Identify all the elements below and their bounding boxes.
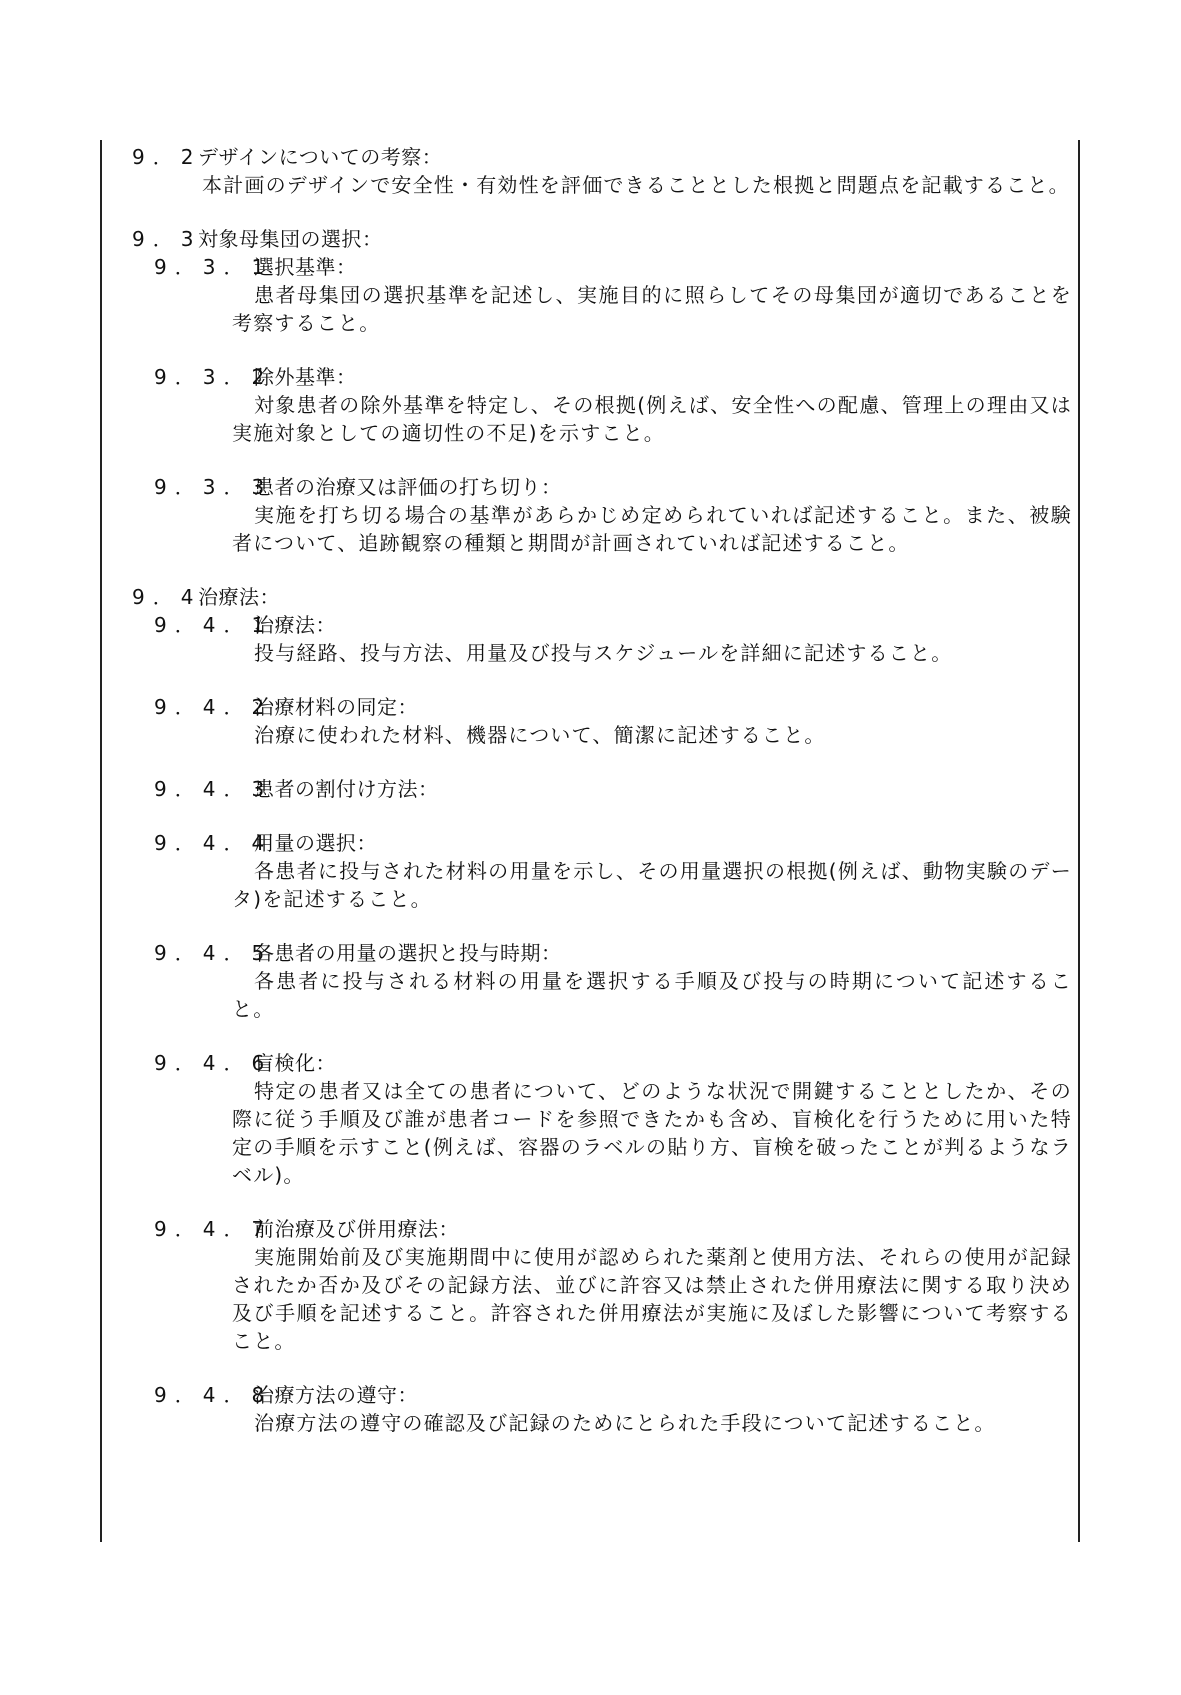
subsection-body: 投与経路、投与方法、用量及び投与スケジュールを詳細に記述すること。 [254, 641, 953, 665]
subsection-heading [154, 693, 1072, 721]
subsection-9-4-7 [132, 1215, 1072, 1355]
subsection-body: 治療に使われた材料、機器について、簡潔に記述すること。 [254, 723, 826, 747]
section-9-3 [132, 225, 1072, 557]
subsection-number: 9．4．4 [154, 831, 273, 855]
subsection-body: 実施開始前及び実施期間中に使用が認められた薬剤と使用方法、それらの使用が記録されたか否か及びその記録方法、並びに許容又は禁止された併用療法に関する取り決め及び手順を記述すること。許容された併用療法が実施に及ぼした影響について考察すること。 [232, 1245, 1072, 1353]
subsection-title: 患者の割付け方法： [254, 777, 439, 801]
subsection-number: 9．4．6 [154, 1051, 273, 1075]
subsection-title: 各患者の用量の選択と投与時期： [254, 941, 562, 965]
section-number: 9．4 [132, 585, 202, 609]
subsection-heading [154, 1215, 1072, 1243]
subsection-title: 患者の治療又は評価の打ち切り： [254, 475, 562, 499]
subsection-heading [154, 363, 1072, 391]
subsection-title: 用量の選択： [254, 831, 377, 855]
subsection-heading [154, 1381, 1072, 1409]
document-content [132, 143, 1072, 1437]
subsection-9-4-3 [132, 775, 1072, 803]
subsection-heading [154, 775, 1072, 803]
subsection-body: 実施を打ち切る場合の基準があらかじめ定められていれば記述すること。また、被験者について、追跡観察の種類と期間が計画されていれば記述すること。 [232, 503, 1072, 555]
subsection-9-3-3 [132, 473, 1072, 557]
section-heading [132, 225, 1072, 253]
subsection-title: 盲検化： [254, 1051, 336, 1075]
subsection-number: 9．3．2 [154, 365, 273, 389]
subsection-number: 9．4．1 [154, 613, 273, 637]
subsection-number: 9．4．7 [154, 1217, 273, 1241]
subsection-body: 各患者に投与された材料の用量を示し、その用量選択の根拠(例えば、動物実験のデータ)を記述すること。 [232, 859, 1072, 911]
frame-right-border [1078, 140, 1080, 1542]
subsection-heading [154, 1049, 1072, 1077]
subsection-body: 治療方法の遵守の確認及び記録のためにとられた手段について記述すること。 [254, 1411, 996, 1435]
subsection-heading [154, 611, 1072, 639]
subsection-9-4-5 [132, 939, 1072, 1023]
subsection-body: 特定の患者又は全ての患者について、どのような状況で開鍵することとしたか、その際に従う手順及び誰が患者コードを参照できたかも含め、盲検化を行うために用いた特定の手順を示すこと(例えば、容器のラベルの貼り方、盲検を破ったことが判るようなラベル)。 [232, 1079, 1072, 1187]
subsection-9-3-1 [132, 253, 1072, 337]
subsection-body: 対象患者の除外基準を特定し、その根拠(例えば、安全性への配慮、管理上の理由又は実施対象としての適切性の不足)を示すこと。 [232, 393, 1072, 445]
section-number: 9．2 [132, 145, 202, 169]
subsection-title: 治療材料の同定： [254, 695, 418, 719]
section-number: 9．3 [132, 227, 202, 251]
subsection-9-4-4 [132, 829, 1072, 913]
subsection-9-4-8 [132, 1381, 1072, 1437]
subsection-9-3-2 [132, 363, 1072, 447]
section-heading [132, 143, 1072, 171]
subsection-number: 9．4．3 [154, 777, 273, 801]
subsection-number: 9．4．2 [154, 695, 273, 719]
subsection-9-4-6 [132, 1049, 1072, 1189]
section-title: 治療法： [198, 585, 280, 609]
section-title: 対象母集団の選択： [198, 227, 383, 251]
subsection-title: 前治療及び併用療法： [254, 1217, 459, 1241]
subsection-title: 治療法： [254, 613, 336, 637]
section-heading [132, 583, 1072, 611]
section-body: 本計画のデザインで安全性・有効性を評価できることとした根拠と問題点を記載すること。 [202, 173, 1070, 197]
subsection-number: 9．4．5 [154, 941, 273, 965]
subsection-number: 9．3．3 [154, 475, 273, 499]
subsection-heading [154, 939, 1072, 967]
subsection-9-4-1 [132, 611, 1072, 667]
subsection-body: 患者母集団の選択基準を記述し、実施目的に照らしてその母集団が適切であることを考察すること。 [232, 283, 1072, 335]
subsection-9-4-2 [132, 693, 1072, 749]
section-9-4 [132, 583, 1072, 1437]
subsection-number: 9．4．8 [154, 1383, 273, 1407]
subsection-heading [154, 829, 1072, 857]
frame-left-border [100, 140, 102, 1542]
section-9-2 [132, 143, 1072, 199]
subsection-title: 除外基準： [254, 365, 357, 389]
subsection-number: 9．3．1 [154, 255, 273, 279]
subsection-title: 治療方法の遵守： [254, 1383, 418, 1407]
section-title: デザインについての考察： [198, 145, 443, 169]
subsection-body: 各患者に投与される材料の用量を選択する手順及び投与の時期について記述すること。 [232, 969, 1072, 1021]
subsection-heading [154, 473, 1072, 501]
subsection-title: 選択基準： [254, 255, 357, 279]
subsection-heading [154, 253, 1072, 281]
